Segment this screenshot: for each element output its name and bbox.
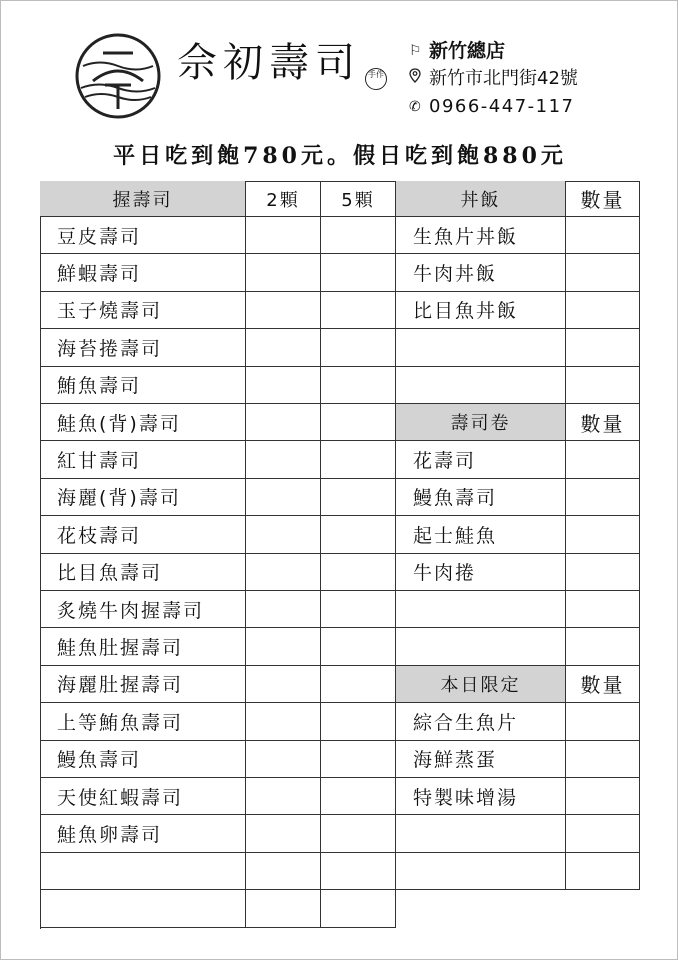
qty-5pcs-cell[interactable]	[321, 741, 396, 778]
sushi-roll-item	[396, 591, 566, 628]
donburi-qty-cell[interactable]	[566, 217, 640, 254]
daily-special-item: 海鮮蒸蛋	[396, 741, 566, 778]
brand-logo-icon	[75, 33, 161, 119]
sushi-roll-qty-header: 數量	[566, 404, 640, 441]
sushi-roll-item: 花壽司	[396, 441, 566, 478]
qty-2pcs-cell[interactable]	[246, 217, 321, 254]
sushi-roll-qty-cell[interactable]	[566, 628, 640, 665]
daily-special-header: 本日限定	[396, 666, 566, 703]
qty-2pcs-cell[interactable]	[246, 890, 321, 927]
qty-2pcs-cell[interactable]	[246, 254, 321, 291]
nigiri-item: 炙燒牛肉握壽司	[40, 591, 246, 628]
nigiri-item: 玉子燒壽司	[40, 292, 246, 329]
store-name: 新竹總店	[429, 40, 506, 62]
qty-5pcs-cell[interactable]	[321, 591, 396, 628]
sushi-roll-header: 壽司卷	[396, 404, 566, 441]
qty-2pcs-cell[interactable]	[246, 554, 321, 591]
nigiri-item	[40, 890, 246, 927]
daily-special-item: 綜合生魚片	[396, 703, 566, 740]
nigiri-item	[40, 853, 246, 890]
pricing-banner: 平日吃到飽780元。假日吃到飽880元	[113, 143, 567, 169]
qty-5pcs-cell[interactable]	[321, 554, 396, 591]
qty-5pcs-cell[interactable]	[321, 815, 396, 852]
donburi-qty-cell[interactable]	[566, 329, 640, 366]
sushi-roll-item	[396, 628, 566, 665]
col-5pcs-header: 5顆	[321, 181, 396, 217]
daily-special-qty-cell[interactable]	[566, 741, 640, 778]
store-address[interactable]: 新竹市北門街42號	[429, 68, 578, 89]
qty-5pcs-cell[interactable]	[321, 254, 396, 291]
nigiri-item: 豆皮壽司	[40, 217, 246, 254]
qty-2pcs-cell[interactable]	[246, 367, 321, 404]
qty-2pcs-cell[interactable]	[246, 628, 321, 665]
nigiri-item: 天使紅蝦壽司	[40, 778, 246, 815]
nigiri-item: 紅甘壽司	[40, 441, 246, 478]
phone-icon: ✆	[409, 99, 421, 115]
qty-5pcs-cell[interactable]	[321, 479, 396, 516]
location-pin-icon	[409, 65, 429, 93]
donburi-item: 比目魚丼飯	[396, 292, 566, 329]
qty-2pcs-cell[interactable]	[246, 404, 321, 441]
sushi-roll-item: 起士鮭魚	[396, 516, 566, 553]
nigiri-item: 海麗肚握壽司	[40, 666, 246, 703]
qty-5pcs-cell[interactable]	[321, 853, 396, 890]
nigiri-item: 鮭魚(背)壽司	[40, 404, 246, 441]
daily-special-item	[396, 815, 566, 852]
qty-2pcs-cell[interactable]	[246, 853, 321, 890]
qty-2pcs-cell[interactable]	[246, 516, 321, 553]
donburi-qty-header: 數量	[566, 181, 640, 217]
flag-icon: ⚐	[409, 43, 422, 59]
qty-5pcs-cell[interactable]	[321, 329, 396, 366]
handmade-stamp: 手作	[365, 68, 387, 90]
qty-2pcs-cell[interactable]	[246, 741, 321, 778]
nigiri-item: 海苔捲壽司	[40, 329, 246, 366]
nigiri-item: 上等鮪魚壽司	[40, 703, 246, 740]
qty-5pcs-cell[interactable]	[321, 367, 396, 404]
qty-2pcs-cell[interactable]	[246, 441, 321, 478]
sushi-roll-item: 鰻魚壽司	[396, 479, 566, 516]
qty-5pcs-cell[interactable]	[321, 217, 396, 254]
nigiri-item: 花枝壽司	[40, 516, 246, 553]
address-row	[409, 65, 578, 93]
nigiri-header: 握壽司	[40, 181, 246, 217]
nigiri-item: 比目魚壽司	[40, 554, 246, 591]
qty-5pcs-cell[interactable]	[321, 703, 396, 740]
store-info	[409, 37, 578, 121]
donburi-item	[396, 329, 566, 366]
daily-special-qty-cell[interactable]	[566, 703, 640, 740]
qty-2pcs-cell[interactable]	[246, 703, 321, 740]
phone-row	[409, 93, 578, 121]
sushi-roll-item: 牛肉捲	[396, 554, 566, 591]
daily-special-item: 特製味增湯	[396, 778, 566, 815]
qty-5pcs-cell[interactable]	[321, 666, 396, 703]
store-phone[interactable]: 0966-447-117	[429, 96, 575, 117]
sushi-roll-qty-cell[interactable]	[566, 516, 640, 553]
brand-name: 佘初壽司	[177, 40, 361, 86]
donburi-qty-cell[interactable]	[566, 292, 640, 329]
sushi-roll-qty-cell[interactable]	[566, 591, 640, 628]
qty-5pcs-cell[interactable]	[321, 292, 396, 329]
nigiri-item: 鰻魚壽司	[40, 741, 246, 778]
qty-5pcs-cell[interactable]	[321, 890, 396, 927]
sushi-roll-qty-cell[interactable]	[566, 441, 640, 478]
qty-5pcs-cell[interactable]	[321, 404, 396, 441]
menu-table	[40, 181, 640, 929]
nigiri-item: 鮭魚肚握壽司	[40, 628, 246, 665]
nigiri-item: 鮪魚壽司	[40, 367, 246, 404]
col-2pcs-header: 2顆	[246, 181, 321, 217]
nigiri-item: 鮮蝦壽司	[40, 254, 246, 291]
donburi-item	[396, 367, 566, 404]
donburi-header: 丼飯	[396, 181, 566, 217]
donburi-item: 牛肉丼飯	[396, 254, 566, 291]
qty-5pcs-cell[interactable]	[321, 778, 396, 815]
nigiri-item: 海麗(背)壽司	[40, 479, 246, 516]
qty-2pcs-cell[interactable]	[246, 329, 321, 366]
nigiri-item: 鮭魚卵壽司	[40, 815, 246, 852]
qty-5pcs-cell[interactable]	[321, 441, 396, 478]
qty-2pcs-cell[interactable]	[246, 479, 321, 516]
sushi-roll-qty-cell[interactable]	[566, 479, 640, 516]
donburi-qty-cell[interactable]	[566, 254, 640, 291]
daily-special-qty-cell[interactable]	[566, 778, 640, 815]
qty-2pcs-cell[interactable]	[246, 292, 321, 329]
sushi-roll-qty-cell[interactable]	[566, 554, 640, 591]
store-row	[409, 37, 578, 65]
qty-2pcs-cell[interactable]	[246, 778, 321, 815]
donburi-qty-cell[interactable]	[566, 367, 640, 404]
donburi-item: 生魚片丼飯	[396, 217, 566, 254]
qty-5pcs-cell[interactable]	[321, 628, 396, 665]
daily-special-item	[396, 853, 566, 890]
qty-2pcs-cell[interactable]	[246, 591, 321, 628]
qty-2pcs-cell[interactable]	[246, 666, 321, 703]
qty-2pcs-cell[interactable]	[246, 815, 321, 852]
daily-special-qty-cell[interactable]	[566, 815, 640, 852]
daily-special-qty-cell[interactable]	[566, 853, 640, 890]
daily-special-qty-header: 數量	[566, 666, 640, 703]
qty-5pcs-cell[interactable]	[321, 516, 396, 553]
